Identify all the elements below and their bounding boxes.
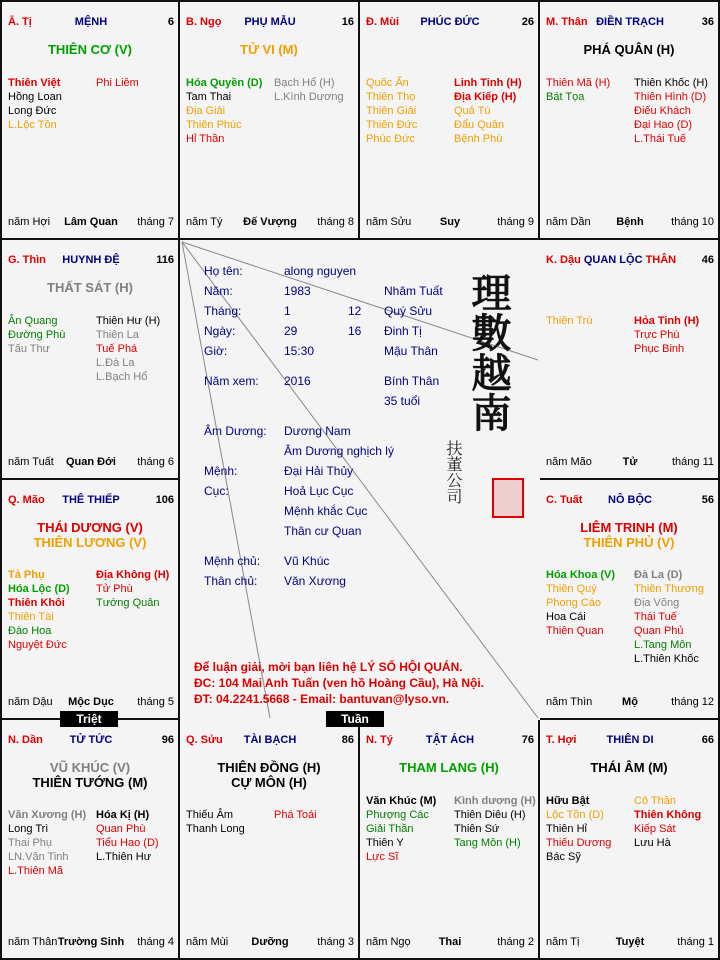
minor-star: Tuế Phá: [96, 343, 138, 355]
minor-star: Tử Phù: [96, 583, 133, 595]
footer-stage: Tuyệt: [615, 936, 645, 948]
minor-star: Hóa Quyền (D): [186, 77, 263, 89]
minor-star: Phong Cáo: [546, 597, 602, 609]
footer-month: tháng 5: [137, 696, 174, 708]
minor-star: L.Thái Tuế: [634, 133, 686, 145]
palace-number: 16: [341, 16, 354, 28]
palace-number: 116: [156, 254, 174, 266]
month-value: 1: [284, 304, 291, 318]
minor-star: Linh Tinh (H): [454, 77, 522, 89]
palace-title: ĐIỀN TRẠCH: [596, 16, 664, 28]
major-star: TỬ VI (M): [240, 42, 298, 57]
minor-star: Thiên Giải: [366, 105, 417, 117]
palace-title: THÊ THIẾP: [62, 494, 120, 506]
footer-year: năm Tý: [186, 216, 223, 228]
menh-value: Đại Hải Thủy: [284, 464, 354, 478]
minor-star: Điếu Khách: [634, 105, 691, 117]
minor-star: Lộc Tồn (D): [546, 809, 604, 821]
month-can-chi: Quý Sửu: [384, 304, 433, 318]
minor-star: Quan Phù: [96, 823, 146, 835]
palace-title: QUAN LỘC THÂN: [583, 254, 677, 266]
minor-star: Thiên Diêu (H): [454, 809, 526, 821]
major-star: THÁI ÂM (M): [590, 760, 668, 775]
than-chu-value: Văn Xương: [284, 574, 346, 588]
minor-star: Bát Tọa: [546, 91, 585, 103]
minor-star: Tướng Quân: [96, 597, 160, 609]
palace-number: 56: [701, 494, 714, 506]
palace-number: 86: [341, 734, 354, 746]
footer-year: năm Mùi: [186, 936, 229, 948]
hour-label: Giờ:: [204, 344, 228, 358]
footer-month: tháng 12: [671, 696, 714, 708]
minor-star: Thiên La: [96, 329, 139, 341]
minor-star: Tấu Thư: [8, 343, 51, 355]
palace-branch: C. Tuất: [546, 494, 583, 506]
footer-year: năm Ngọ: [366, 936, 411, 948]
footer-year: năm Thân: [8, 936, 58, 948]
minor-star: Bác Sỹ: [546, 851, 581, 863]
minor-star: Hỉ Thần: [186, 133, 225, 145]
minor-star: Thiên Đức: [366, 119, 418, 131]
day-lunar: 16: [348, 324, 362, 338]
name-label: Họ tên:: [204, 264, 243, 278]
palace-branch: K. Dậu: [546, 254, 581, 266]
minor-star: Thiên Hình (D): [634, 91, 707, 103]
minor-star: Ân Quang: [8, 315, 58, 327]
palace-title: PHỤ MẪU: [244, 16, 296, 28]
view-year-can-chi: Bính Thân: [384, 374, 440, 388]
tuan-badge: Tuần: [326, 711, 384, 727]
minor-star: Phục Binh: [634, 343, 685, 355]
palace-number: 106: [155, 494, 174, 506]
major-star: CỰ MÔN (H): [231, 775, 307, 790]
view-year-label: Năm xem:: [204, 374, 259, 388]
palace-title: MỆNH: [74, 16, 108, 28]
minor-star: Hữu Bật: [546, 795, 590, 807]
footer-month: tháng 10: [671, 216, 714, 228]
footer-stage: Đế Vượng: [243, 216, 297, 228]
minor-star: Tả Phụ: [8, 569, 45, 581]
hour-can-chi: Mậu Thân: [384, 344, 438, 358]
minor-star: Nguyệt Đức: [8, 639, 67, 651]
minor-star: Thiên Thương: [634, 583, 705, 595]
contact-line-2: ĐC: 104 Mai Anh Tuấn (ven hồ Hoàng Cầu), Hà Nội.: [194, 676, 485, 690]
seal-small-text: 扶董公司: [444, 440, 463, 504]
minor-star: Thiên Phúc: [186, 119, 242, 131]
major-star: THẤT SÁT (H): [47, 280, 133, 295]
minor-star: L.Thiên Hư: [96, 851, 152, 863]
minor-star: Đào Hoa: [8, 625, 52, 637]
palace-title: HUYNH ĐỆ: [62, 254, 120, 266]
day-label: Ngày:: [204, 324, 236, 338]
footer-month: tháng 8: [317, 216, 354, 228]
minor-star: Giải Thần: [366, 823, 414, 835]
contact-line-1: Để luận giải, mời bạn liên hệ LÝ SỐ HỘI QUÁN.: [194, 660, 463, 674]
footer-month: tháng 4: [137, 936, 174, 948]
minor-star: Thiên Hư (H): [96, 315, 161, 327]
am-duong-value: Dương Nam: [284, 424, 351, 438]
minor-star: Hồng Loan: [8, 91, 62, 103]
minor-star: Long Đức: [8, 105, 57, 117]
minor-star: L.Thiên Khốc: [634, 653, 699, 665]
cuc-relation: Mệnh khắc Cục: [284, 504, 368, 518]
minor-star: Bệnh Phù: [454, 133, 503, 145]
palace-title: TÀI BẠCH: [243, 734, 297, 746]
footer-month: tháng 1: [677, 936, 714, 948]
minor-star: Thiếu Âm: [186, 809, 234, 821]
footer-stage: Dưỡng: [251, 936, 289, 948]
minor-star: Quả Tú: [454, 105, 491, 117]
footer-year: năm Mão: [546, 456, 592, 468]
minor-star: Phi Liêm: [96, 77, 139, 89]
major-star: THIÊN PHỦ (V): [583, 535, 675, 550]
hour-value: 15:30: [284, 344, 315, 358]
palace-branch: B. Ngọ: [186, 16, 222, 28]
major-star: PHÁ QUÂN (H): [583, 42, 675, 57]
age-value: 35 tuổi: [384, 394, 421, 408]
minor-star: Phượng Các: [366, 809, 429, 821]
minor-star: Thai Phụ: [8, 837, 53, 849]
palace-branch: Q. Sửu: [186, 734, 223, 746]
minor-star: Địa Không (H): [96, 569, 170, 581]
footer-month: tháng 6: [137, 456, 174, 468]
minor-star: Thiên Y: [366, 837, 404, 849]
month-label: Tháng:: [204, 304, 242, 318]
palace-title: PHÚC ĐỨC: [420, 16, 480, 28]
minor-star: Thiên Không: [634, 809, 702, 821]
major-star: VŨ KHÚC (V): [49, 760, 131, 775]
major-star: THIÊN ĐỒNG (H): [217, 760, 321, 775]
minor-star: Văn Khúc (M): [366, 795, 437, 807]
footer-stage: Thai: [438, 936, 462, 948]
minor-star: LN.Văn Tinh: [8, 851, 69, 863]
palace-title: TẬT ÁCH: [425, 734, 475, 746]
month-lunar: 12: [348, 304, 362, 318]
minor-star: Hóa Khoa (V): [546, 569, 616, 581]
footer-year: năm Dần: [546, 216, 591, 228]
year-can-chi: Nhâm Tuất: [384, 284, 443, 298]
major-star: THIÊN TƯỚNG (M): [32, 775, 148, 790]
minor-star: Đại Hao (D): [634, 119, 693, 131]
am-duong-note: Âm Dương nghịch lý: [284, 444, 394, 458]
footer-stage: Tử: [622, 456, 638, 468]
minor-star: Tang Môn (H): [454, 837, 521, 849]
palace-branch: M. Thân: [546, 16, 588, 28]
footer-stage: Bệnh: [616, 216, 644, 228]
minor-star: L.Tang Môn: [634, 639, 692, 651]
major-star: THIÊN CƠ (V): [47, 42, 133, 57]
minor-star: Thiên Quý: [546, 583, 597, 595]
palace-number: 46: [701, 254, 714, 266]
minor-star: Thiên Sứ: [454, 823, 500, 835]
minor-star: Hóa Lộc (D): [8, 583, 70, 595]
minor-star: Thiên Tài: [8, 611, 54, 623]
minor-star: Hóa Kị (H): [96, 809, 150, 821]
palace-branch: N. Tý: [366, 734, 393, 746]
minor-star: Lực Sĩ: [366, 851, 399, 863]
footer-month: tháng 3: [317, 936, 354, 948]
minor-star: Thiếu Dương: [546, 837, 612, 849]
palace-number: 26: [521, 16, 534, 28]
day-can-chi: Đinh Tị: [384, 324, 422, 338]
minor-star: Thanh Long: [186, 823, 245, 835]
minor-star: Đẩu Quân: [454, 119, 505, 131]
footer-stage: Lâm Quan: [64, 216, 118, 228]
minor-star: Thiên Thọ: [366, 91, 416, 103]
footer-stage: Mộ: [622, 696, 638, 708]
palace-branch: G. Thìn: [8, 254, 46, 266]
minor-star: Quan Phủ: [634, 625, 684, 637]
footer-year: năm Dậu: [8, 696, 53, 708]
minor-star: Phá Toái: [274, 809, 317, 821]
footer-month: tháng 11: [671, 456, 714, 468]
triet-badge: Triệt: [60, 711, 118, 727]
major-star: THIÊN LƯƠNG (V): [33, 535, 147, 550]
footer-month: tháng 9: [497, 216, 534, 228]
minor-star: Đường Phù: [8, 329, 66, 341]
minor-star: Thiên Việt: [8, 77, 61, 89]
minor-star: Thiên Hỉ: [546, 823, 587, 835]
palace-title: NÔ BỘC: [608, 494, 652, 506]
palace-title: THIÊN DI: [606, 734, 654, 746]
minor-star: Thái Tuế: [634, 611, 677, 623]
minor-star: Lưu Hà: [634, 837, 671, 849]
cuc-value: Hoả Lục Cục: [284, 484, 354, 498]
footer-year: năm Thìn: [546, 696, 593, 708]
minor-star: Phúc Đức: [366, 133, 415, 145]
major-star: THÁI DƯƠNG (V): [37, 520, 143, 535]
footer-stage: Trường Sinh: [57, 936, 125, 948]
footer-stage: Suy: [439, 216, 461, 228]
major-star: LIÊM TRINH (M): [580, 520, 678, 535]
minor-star: Thiên Khốc (H): [634, 77, 708, 89]
than-chu-label: Thân chủ:: [204, 574, 258, 588]
major-star: THAM LANG (H): [399, 760, 499, 775]
palace-title: TỬ TỨC: [69, 734, 113, 746]
footer-month: tháng 2: [497, 936, 534, 948]
minor-star: Thiên Quan: [546, 625, 604, 637]
year-label: Năm:: [204, 284, 233, 298]
minor-star: Thiên Khôi: [8, 597, 65, 609]
minor-star: L.Bạch Hổ: [96, 371, 148, 383]
minor-star: Địa Võng: [634, 597, 680, 609]
palace-number: 6: [167, 16, 174, 28]
am-duong-label: Âm Dương:: [204, 424, 267, 438]
view-year-value: 2016: [284, 374, 311, 388]
minor-star: Quốc Ấn: [366, 77, 409, 89]
than-cu: Thân cư Quan: [284, 524, 362, 538]
palace-branch: N. Dần: [8, 734, 43, 746]
minor-star: Bạch Hổ (H): [274, 77, 335, 89]
palace-branch: Đ. Mùi: [366, 16, 399, 28]
footer-month: tháng 7: [137, 216, 174, 228]
minor-star: Tam Thai: [186, 91, 232, 103]
footer-stage: Quan Đới: [66, 456, 116, 468]
cuc-label: Cục:: [204, 484, 229, 498]
year-value: 1983: [284, 284, 311, 298]
footer-stage: Mộc Dục: [68, 696, 114, 708]
minor-star: Địa Giải: [186, 105, 226, 117]
minor-star: Đà La (D): [634, 569, 683, 581]
minor-star: Địa Kiếp (H): [454, 91, 517, 103]
footer-year: năm Hợi: [8, 216, 51, 228]
minor-star: Kiếp Sát: [634, 823, 676, 835]
name-value: along nguyen: [284, 264, 357, 278]
palace-number: 96: [161, 734, 174, 746]
palace-number: 36: [701, 16, 714, 28]
footer-year: năm Sửu: [366, 216, 412, 228]
palace-branch: Q. Mão: [8, 494, 45, 506]
minor-star: Thiên Mã (H): [546, 77, 611, 89]
contact-line-3: ĐT: 04.2241.5668 - Email: bantuvan@lyso.vn.: [194, 692, 450, 706]
palace-branch: Ā. Tị: [8, 16, 32, 28]
minor-star: Long Trì: [8, 823, 49, 835]
palace-number: 76: [521, 734, 534, 746]
calligraphy-seal: [444, 272, 524, 532]
day-value: 29: [284, 324, 298, 338]
minor-star: L.Đà La: [96, 357, 135, 369]
menh-chu-label: Mệnh chủ:: [204, 554, 261, 568]
calligraphy-text: 理數越南: [465, 272, 512, 432]
minor-star: L.Kình Dương: [274, 91, 344, 103]
palace-number: 66: [701, 734, 714, 746]
menh-chu-value: Vũ Khúc: [284, 554, 330, 568]
minor-star: Kình dương (H): [454, 795, 536, 807]
minor-star: Thiên Trù: [546, 315, 593, 327]
footer-year: năm Tuất: [8, 456, 54, 468]
menh-label: Mệnh:: [204, 464, 238, 478]
minor-star: Hoa Cái: [546, 611, 586, 623]
minor-star: Cô Thần: [634, 795, 676, 807]
minor-star: Tiểu Hao (D): [96, 837, 159, 849]
minor-star: Văn Xương (H): [8, 809, 87, 821]
palace-branch: T. Hợi: [546, 734, 577, 746]
minor-star: L.Thiên Mã: [8, 865, 64, 877]
minor-star: L.Lộc Tồn: [8, 119, 57, 131]
red-seal-icon: [492, 478, 524, 518]
footer-year: năm Tị: [546, 936, 580, 948]
minor-star: Hỏa Tinh (H): [634, 315, 700, 327]
minor-star: Trực Phù: [634, 329, 680, 341]
